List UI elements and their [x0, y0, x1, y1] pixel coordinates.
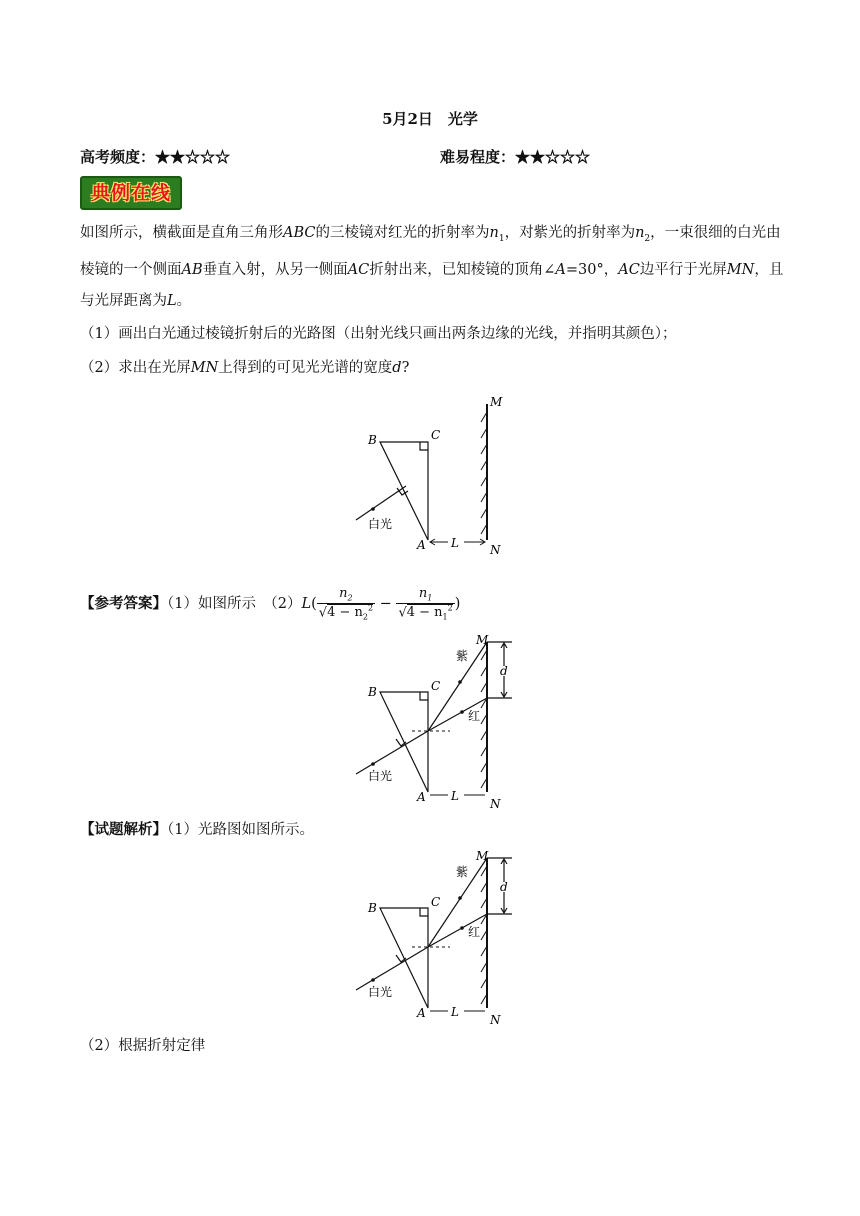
fraction-n2: $\frac{n_2}{√4 - n_2^2}$: [318, 586, 374, 622]
label-B: B: [368, 685, 377, 699]
label-N: N: [490, 543, 501, 557]
label-white-light: 白光: [368, 769, 393, 783]
question-part-1: （1）画出白光通过棱镜折射后的光路图（出射光线只画出两条边缘的光线，并指明其颜色）；: [80, 326, 677, 342]
label-d: d: [500, 880, 508, 894]
label-N: N: [490, 1013, 501, 1027]
prism-diagram-question: [340, 392, 520, 558]
label-C: C: [431, 428, 441, 442]
section-banner: 典例在线: [80, 176, 182, 210]
label-M: M: [476, 633, 489, 647]
label-white-light: 白光: [368, 517, 393, 531]
fraction-n1: $\frac{n_1}{√4 - n_1^2}$: [398, 586, 453, 622]
label-A: A: [417, 538, 426, 552]
label-C: C: [431, 895, 441, 909]
light-path-diagram-analysis: [340, 846, 530, 1028]
difficulty-level: 难易程度：★★☆☆☆: [440, 148, 591, 166]
label-A: A: [417, 790, 426, 804]
label-N: N: [490, 797, 501, 811]
label-violet: 紫: [456, 649, 469, 663]
reference-answer: 【参考答案】（1）如图所示 （2）L( $\frac{n_2}{√4 - n_2^2}$ − $\frac{n_1}{√4 - n_1^2}$ ): [80, 586, 461, 622]
page-title: 5月2日 光学: [382, 110, 478, 128]
label-B: B: [368, 901, 377, 915]
analysis-part-1: 【试题解析】（1）光路图如图所示。: [80, 821, 314, 838]
label-C: C: [431, 679, 441, 693]
analysis-part-2: （2）根据折射定律: [80, 1038, 206, 1054]
label-L: L: [451, 789, 459, 803]
question-text: 如图所示，横截面是直角三角形ABC的三棱镜对红光的折射率为$n_1$，对紫光的折射率为$n_2$，一束很细的白光由棱镜的一个侧面AB垂直入射，从另一侧面AC折射出来，已知棱镜的顶角∠A=30°，AC边平行于光屏MN，且与光屏距离为L。: [80, 225, 784, 309]
exam-frequency: 高考频度：★★☆☆☆: [80, 148, 231, 166]
light-path-diagram-answer: [340, 630, 530, 812]
label-B: B: [368, 433, 377, 447]
label-white-light: 白光: [368, 985, 393, 999]
label-red: 红: [468, 709, 481, 723]
label-d: d: [500, 664, 508, 678]
label-L: L: [451, 1005, 459, 1019]
label-A: A: [417, 1006, 426, 1020]
label-red: 红: [468, 925, 481, 939]
label-M: M: [490, 395, 503, 409]
label-M: M: [476, 849, 489, 863]
label-violet: 紫: [456, 865, 469, 879]
question-part-2: （2）求出在光屏MN上得到的可见光光谱的宽度d?: [80, 360, 410, 376]
label-L: L: [451, 536, 459, 550]
